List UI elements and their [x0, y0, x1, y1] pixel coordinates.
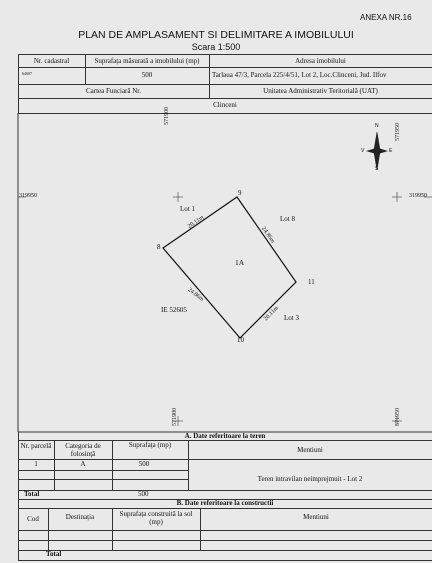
cadastral-number-header: Nr. cadastral: [33, 57, 70, 65]
dimension-10-11: 20.11m: [263, 305, 280, 323]
cadastral-number-value: 64607: [22, 71, 32, 76]
land-book-header: Cartea Funciară Nr.: [85, 87, 141, 95]
uat-header: Unitatea Administrativ Teritorială (UAT): [263, 87, 378, 95]
lot-3-label: Lot 3: [284, 314, 299, 322]
annex-label: ANEXA NR.16: [360, 13, 412, 22]
construction-total-label: Total: [46, 550, 62, 558]
category-header: Categoria de folosinţă: [65, 442, 101, 458]
point-9-label: 9: [238, 189, 242, 197]
point-8-label: 8: [157, 243, 161, 251]
land-area-header: Suprafaţa (mp): [128, 441, 172, 449]
point-10-label: 10: [237, 336, 244, 344]
section-a-title: A. Date referitoare la teren: [184, 432, 266, 440]
construction-mentions-header: Mentiuni: [303, 513, 329, 521]
ie-label: IE 52605: [161, 306, 187, 314]
lot-1-label: Lot 1: [180, 205, 195, 213]
south-label: S: [375, 166, 379, 172]
address-header: Adresa imobilului: [295, 57, 346, 65]
parcel-number-header: Nr. parcelă: [20, 442, 52, 450]
dimension-8-10: 24.86m: [186, 287, 205, 303]
east-label: E: [389, 148, 393, 154]
land-total-label: Total: [24, 490, 40, 498]
land-mention-value: Teren intravilan neimprejmuit - Lot 2: [257, 475, 363, 483]
lot-8-label: Lot 8: [280, 215, 295, 223]
destination-header: Destinația: [65, 513, 95, 521]
area-header: Suprafața măsurată a imobilului (mp): [94, 57, 200, 65]
built-area-header: Suprafața construită la sol (mp): [119, 510, 193, 526]
scale-label: Scara 1:500: [191, 42, 241, 52]
uat-value: Clinceni: [213, 101, 237, 109]
code-header: Cod: [27, 515, 39, 523]
coord-bottom-left: 571900: [172, 408, 178, 426]
land-mentions-header: Mentiuni: [297, 446, 323, 454]
point-11-label: 11: [308, 278, 315, 286]
section-b-title: B. Date referitoare la constructii: [176, 499, 274, 507]
category-value: A: [80, 460, 86, 468]
area-value: 500: [141, 71, 153, 79]
land-area-value: 500: [138, 460, 150, 468]
dimension-9-11: 24.86m: [260, 226, 276, 245]
dimension-8-9: 20.11m: [187, 214, 206, 230]
address-value: Tarlaua 47/3, Parcela 225/4/51, Lot 2, Loc.Clinceni, Jud. Ilfov: [212, 71, 387, 79]
document-title: PLAN DE AMPLASAMENT SI DELIMITARE A IMOBILULUI: [78, 29, 354, 41]
coord-top-right: 571950: [395, 123, 401, 141]
land-total-value: 500: [138, 490, 149, 498]
north-label: N: [375, 123, 379, 129]
parcel-number-value: 1: [34, 460, 38, 468]
coord-left: 319950: [19, 193, 37, 199]
parcel-label: 1A: [235, 258, 245, 267]
coord-bottom-right: 571950: [395, 408, 401, 426]
coord-top-left: 571900: [164, 107, 170, 125]
coord-right: 319950: [409, 193, 427, 199]
west-label: V: [361, 148, 365, 154]
